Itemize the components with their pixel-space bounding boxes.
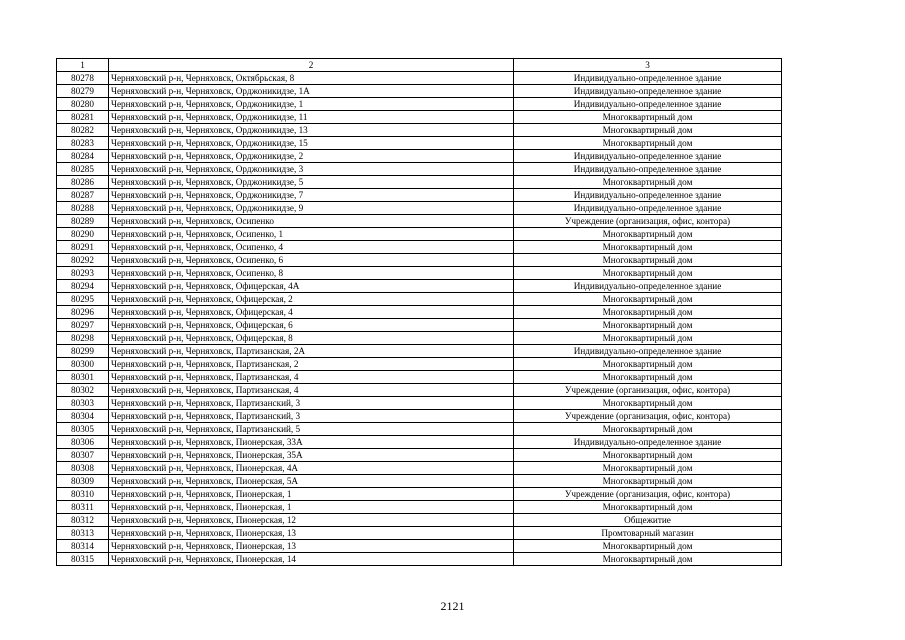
object-type-cell: Индивидуально-определенное здание — [514, 163, 782, 176]
row-number-cell: 80295 — [57, 293, 109, 306]
table-row — [57, 85, 782, 98]
object-type-cell: Индивидуально-определенное здание — [514, 280, 782, 293]
address-cell: Черняховский р-н, Черняховск, Орджоникидзе, 1А — [109, 85, 514, 98]
object-type-cell: Многоквартирный дом — [514, 176, 782, 189]
row-number-cell: 80299 — [57, 345, 109, 358]
address-cell: Черняховский р-н, Черняховск, Партизанская, 4 — [109, 371, 514, 384]
row-number-cell: 80297 — [57, 319, 109, 332]
row-number-cell: 80314 — [57, 540, 109, 553]
address-cell: Черняховский р-н, Черняховск, Орджоникидзе, 1 — [109, 98, 514, 111]
table-row — [57, 462, 782, 475]
table-row — [57, 241, 782, 254]
row-number-cell: 80288 — [57, 202, 109, 215]
row-number-cell: 80302 — [57, 384, 109, 397]
table-row — [57, 254, 782, 267]
object-type-cell: Индивидуально-определенное здание — [514, 345, 782, 358]
row-number-cell: 80304 — [57, 410, 109, 423]
row-number-cell: 80296 — [57, 306, 109, 319]
table-row — [57, 436, 782, 449]
table-row — [57, 150, 782, 163]
address-cell: Черняховский р-н, Черняховск, Осипенко, 1 — [109, 228, 514, 241]
address-cell: Черняховский р-н, Черняховск, Партизанская, 4 — [109, 384, 514, 397]
object-type-cell: Многоквартирный дом — [514, 371, 782, 384]
row-number-cell: 80305 — [57, 423, 109, 436]
object-type-cell: Многоквартирный дом — [514, 241, 782, 254]
address-cell: Черняховский р-н, Черняховск, Осипенко, 4 — [109, 241, 514, 254]
table-row — [57, 267, 782, 280]
table-row — [57, 332, 782, 345]
address-cell: Черняховский р-н, Черняховск, Партизанская, 2 — [109, 358, 514, 371]
table-row — [57, 202, 782, 215]
object-type-cell: Общежитие — [514, 514, 782, 527]
table-row — [57, 449, 782, 462]
object-type-cell: Многоквартирный дом — [514, 501, 782, 514]
object-type-cell: Индивидуально-определенное здание — [514, 150, 782, 163]
object-type-cell: Многоквартирный дом — [514, 306, 782, 319]
address-cell: Черняховский р-н, Черняховск, Офицерская, 2 — [109, 293, 514, 306]
row-number-cell: 80287 — [57, 189, 109, 202]
address-cell: Черняховский р-н, Черняховск, Партизанская, 2А — [109, 345, 514, 358]
row-number-cell: 80286 — [57, 176, 109, 189]
table-row — [57, 384, 782, 397]
address-cell: Черняховский р-н, Черняховск, Орджоникидзе, 13 — [109, 124, 514, 137]
address-cell: Черняховский р-н, Черняховск, Пионерская, 14 — [109, 553, 514, 566]
table-row — [57, 306, 782, 319]
object-type-cell: Многоквартирный дом — [514, 462, 782, 475]
address-cell: Черняховский р-н, Черняховск, Пионерская, 13 — [109, 527, 514, 540]
address-cell: Черняховский р-н, Черняховск, Осипенко — [109, 215, 514, 228]
address-cell: Черняховский р-н, Черняховск, Офицерская, 6 — [109, 319, 514, 332]
address-cell: Черняховский р-н, Черняховск, Партизанский, 5 — [109, 423, 514, 436]
row-number-cell: 80283 — [57, 137, 109, 150]
row-number-cell: 80284 — [57, 150, 109, 163]
table-row — [57, 423, 782, 436]
registry-table — [56, 58, 782, 566]
table-row — [57, 553, 782, 566]
row-number-cell: 80313 — [57, 527, 109, 540]
address-cell: Черняховский р-н, Черняховск, Орджоникидзе, 11 — [109, 111, 514, 124]
address-cell: Черняховский р-н, Черняховск, Офицерская, 8 — [109, 332, 514, 345]
table-row — [57, 501, 782, 514]
object-type-cell: Многоквартирный дом — [514, 449, 782, 462]
address-cell: Черняховский р-н, Черняховск, Пионерская, 12 — [109, 514, 514, 527]
row-number-cell: 80282 — [57, 124, 109, 137]
address-cell: Черняховский р-н, Черняховск, Пионерская, 5А — [109, 475, 514, 488]
row-number-cell: 80279 — [57, 85, 109, 98]
row-number-cell: 80292 — [57, 254, 109, 267]
object-type-cell: Многоквартирный дом — [514, 228, 782, 241]
object-type-cell: Многоквартирный дом — [514, 540, 782, 553]
row-number-cell: 80311 — [57, 501, 109, 514]
row-number-cell: 80281 — [57, 111, 109, 124]
table-row — [57, 215, 782, 228]
object-type-cell: Индивидуально-определенное здание — [514, 202, 782, 215]
address-cell: Черняховский р-н, Черняховск, Пионерская, 33А — [109, 436, 514, 449]
table-row — [57, 540, 782, 553]
row-number-cell: 80290 — [57, 228, 109, 241]
table-row — [57, 410, 782, 423]
address-cell: Черняховский р-н, Черняховск, Октябрьская, 8 — [109, 72, 514, 85]
object-type-cell: Индивидуально-определенное здание — [514, 436, 782, 449]
address-cell: Черняховский р-н, Черняховск, Пионерская, 1 — [109, 501, 514, 514]
object-type-cell: Учреждение (организация, офис, контора) — [514, 215, 782, 228]
address-cell: Черняховский р-н, Черняховск, Партизанский, 3 — [109, 397, 514, 410]
row-number-cell: 80285 — [57, 163, 109, 176]
object-type-cell: Многоквартирный дом — [514, 267, 782, 280]
table-row — [57, 358, 782, 371]
table-row — [57, 527, 782, 540]
object-type-cell: Учреждение (организация, офис, контора) — [514, 384, 782, 397]
header-col-3: 3 — [514, 59, 782, 72]
table-row — [57, 228, 782, 241]
row-number-cell: 80300 — [57, 358, 109, 371]
object-type-cell: Индивидуально-определенное здание — [514, 189, 782, 202]
table-row — [57, 319, 782, 332]
object-type-cell: Индивидуально-определенное здание — [514, 98, 782, 111]
row-number-cell: 80315 — [57, 553, 109, 566]
table-row — [57, 163, 782, 176]
address-cell: Черняховский р-н, Черняховск, Орджоникидзе, 15 — [109, 137, 514, 150]
object-type-cell: Многоквартирный дом — [514, 254, 782, 267]
table-row — [57, 189, 782, 202]
object-type-cell: Многоквартирный дом — [514, 111, 782, 124]
table-row — [57, 397, 782, 410]
row-number-cell: 80309 — [57, 475, 109, 488]
object-type-cell: Индивидуально-определенное здание — [514, 72, 782, 85]
row-number-cell: 80294 — [57, 280, 109, 293]
row-number-cell: 80293 — [57, 267, 109, 280]
object-type-cell: Многоквартирный дом — [514, 319, 782, 332]
table-header-row — [57, 59, 782, 72]
address-cell: Черняховский р-н, Черняховск, Орджоникидзе, 3 — [109, 163, 514, 176]
address-cell: Черняховский р-н, Черняховск, Орджоникидзе, 5 — [109, 176, 514, 189]
object-type-cell: Многоквартирный дом — [514, 358, 782, 371]
object-type-cell: Многоквартирный дом — [514, 397, 782, 410]
table-row — [57, 176, 782, 189]
row-number-cell: 80301 — [57, 371, 109, 384]
object-type-cell: Многоквартирный дом — [514, 137, 782, 150]
address-cell: Черняховский р-н, Черняховск, Пионерская, 35А — [109, 449, 514, 462]
object-type-cell: Промтоварный магазин — [514, 527, 782, 540]
address-cell: Черняховский р-н, Черняховск, Пионерская, 13 — [109, 540, 514, 553]
object-type-cell: Многоквартирный дом — [514, 124, 782, 137]
row-number-cell: 80310 — [57, 488, 109, 501]
table-row — [57, 98, 782, 111]
table-row — [57, 371, 782, 384]
row-number-cell: 80278 — [57, 72, 109, 85]
table-row — [57, 475, 782, 488]
row-number-cell: 80289 — [57, 215, 109, 228]
row-number-cell: 80303 — [57, 397, 109, 410]
table-row — [57, 124, 782, 137]
table-row — [57, 293, 782, 306]
address-cell: Черняховский р-н, Черняховск, Осипенко, 6 — [109, 254, 514, 267]
table-row — [57, 72, 782, 85]
address-cell: Черняховский р-н, Черняховск, Осипенко, 8 — [109, 267, 514, 280]
row-number-cell: 80298 — [57, 332, 109, 345]
object-type-cell: Многоквартирный дом — [514, 423, 782, 436]
object-type-cell: Многоквартирный дом — [514, 332, 782, 345]
table-row — [57, 280, 782, 293]
table-row — [57, 111, 782, 124]
object-type-cell: Учреждение (организация, офис, контора) — [514, 410, 782, 423]
table-row — [57, 137, 782, 150]
row-number-cell: 80306 — [57, 436, 109, 449]
row-number-cell: 80291 — [57, 241, 109, 254]
object-type-cell: Индивидуально-определенное здание — [514, 85, 782, 98]
address-cell: Черняховский р-н, Черняховск, Пионерская, 4А — [109, 462, 514, 475]
table-row — [57, 488, 782, 501]
object-type-cell: Многоквартирный дом — [514, 293, 782, 306]
page-number: 2121 — [440, 599, 465, 613]
header-col-2: 2 — [109, 59, 514, 72]
address-cell: Черняховский р-н, Черняховск, Орджоникидзе, 2 — [109, 150, 514, 163]
address-cell: Черняховский р-н, Черняховск, Партизанский, 3 — [109, 410, 514, 423]
header-col-1: 1 — [57, 59, 109, 72]
address-cell: Черняховский р-н, Черняховск, Офицерская, 4А — [109, 280, 514, 293]
row-number-cell: 80307 — [57, 449, 109, 462]
table-row — [57, 345, 782, 358]
address-cell: Черняховский р-н, Черняховск, Пионерская, 1 — [109, 488, 514, 501]
object-type-cell: Учреждение (организация, офис, контора) — [514, 488, 782, 501]
table-row — [57, 514, 782, 527]
address-cell: Черняховский р-н, Черняховск, Орджоникидзе, 7 — [109, 189, 514, 202]
row-number-cell: 80308 — [57, 462, 109, 475]
row-number-cell: 80280 — [57, 98, 109, 111]
row-number-cell: 80312 — [57, 514, 109, 527]
address-cell: Черняховский р-н, Черняховск, Орджоникидзе, 9 — [109, 202, 514, 215]
object-type-cell: Многоквартирный дом — [514, 553, 782, 566]
object-type-cell: Многоквартирный дом — [514, 475, 782, 488]
address-cell: Черняховский р-н, Черняховск, Офицерская, 4 — [109, 306, 514, 319]
